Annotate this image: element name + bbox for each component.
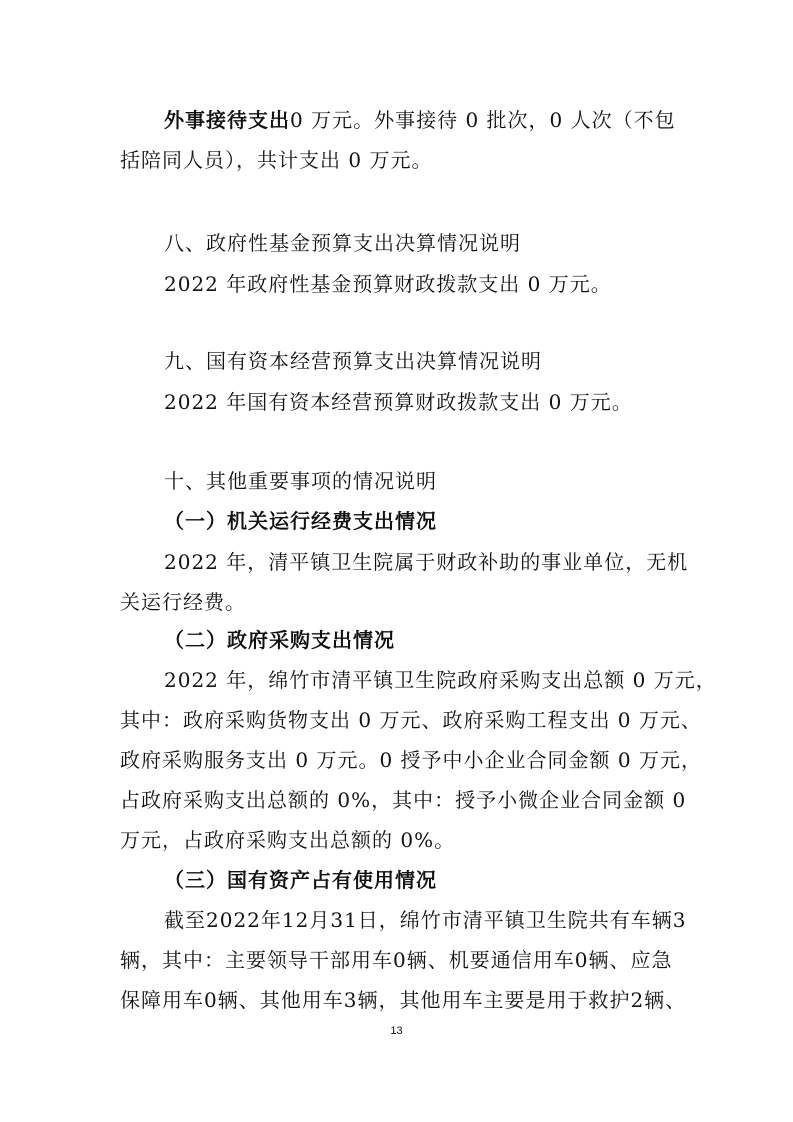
subsection-3-heading: （三）国有资产占有使用情况 [164,868,437,892]
subsection-3-line-3: 保障用车0辆、其他用车3辆，其他用车主要是用于救护2辆、 [120,988,687,1012]
subsection-2-line-3: 政府采购服务支出 0 万元。0 授予中小企业合同金额 0 万元， [120,748,702,772]
foreign-reception-line-2: 括陪同人员），共计支出 0 万元。 [120,148,433,172]
subsection-3-line-2: 辆，其中：主要领导干部用车0辆、机要通信用车0辆、应急 [120,948,673,972]
section-10-heading: 十、其他重要事项的情况说明 [164,469,437,493]
subsection-2-line-1: 2022 年，绵竹市清平镇卫生院政府采购支出总额 0 万元， [164,668,717,692]
subsection-1-line-1: 2022 年，清平镇卫生院属于财政补助的事业单位，无机 [164,550,689,574]
subsection-3-line-1: 截至2022年12月31日，绵竹市清平镇卫生院共有车辆3 [164,908,687,932]
subsection-2-line-5: 万元，占政府采购支出总额的 0%。 [120,828,456,852]
section-8-text: 2022 年政府性基金预算财政拨款支出 0 万元。 [164,272,612,296]
foreign-reception-text: 0 万元。外事接待 0 批次，0 人次（不包 [290,108,676,132]
subsection-2-line-4: 占政府采购支出总额的 0%，其中：授予小微企业合同金额 0 [120,788,687,812]
subsection-2-line-2: 其中：政府采购货物支出 0 万元、政府采购工程支出 0 万元、 [120,708,702,732]
section-9-text: 2022 年国有资本经营预算财政拨款支出 0 万元。 [164,390,633,414]
page-number: 13 [390,1025,403,1037]
section-8-heading: 八、政府性基金预算支出决算情况说明 [164,231,521,255]
subsection-1-heading: （一）机关运行经费支出情况 [164,509,437,533]
foreign-reception-lead: 外事接待支出 [164,108,290,132]
subsection-1-line-2: 关运行经费。 [120,590,246,614]
subsection-2-heading: （二）政府采购支出情况 [164,628,395,652]
foreign-reception-line-1 [164,106,676,134]
section-9-heading: 九、国有资本经营预算支出决算情况说明 [164,349,542,373]
